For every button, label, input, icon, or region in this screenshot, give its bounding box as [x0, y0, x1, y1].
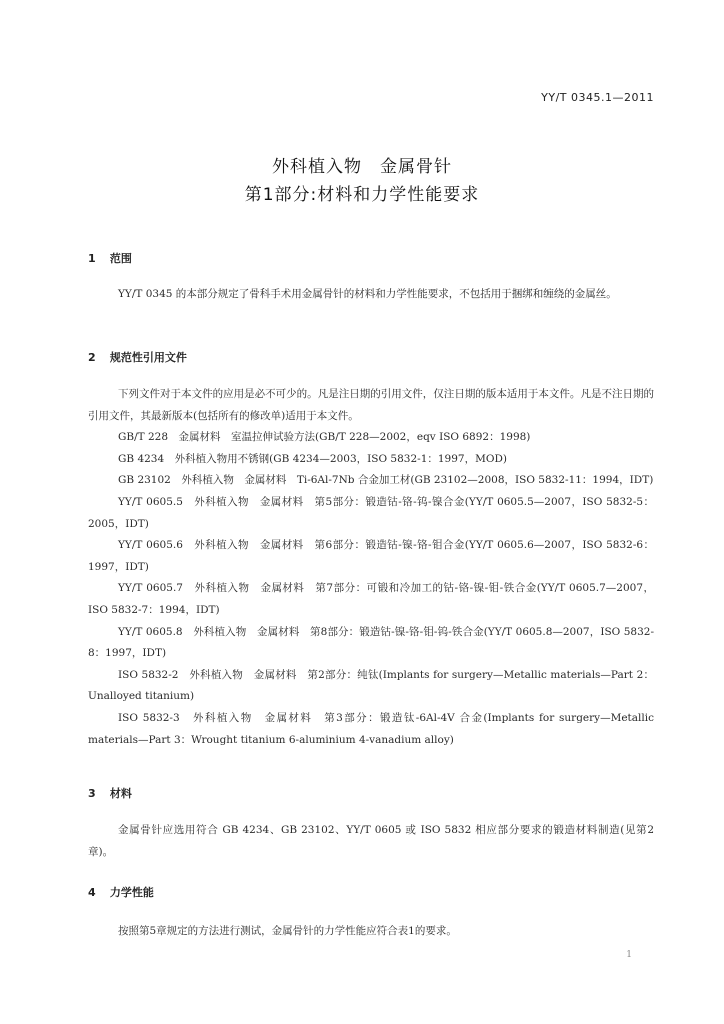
paragraph: YY/T 0345 的本部分规定了骨科手术用金属骨针的材料和力学性能要求，不包括用于捆绑和缠绕的金属丝。 — [118, 288, 617, 300]
section-title: 力学性能 — [109, 886, 154, 899]
section-number: 3 — [88, 787, 96, 800]
document-subtitle: 第1部分:材料和力学性能要求 — [244, 185, 480, 205]
section-title: 规范性引用文件 — [109, 351, 187, 364]
reference-item: YY/T 0605.8 外科植入物 金属材料 第8部分：锻造钴-镍-铬-钼-钨-铁合金(YY/T 0605.8—2007，ISO 5832-8：1997，IDT) — [88, 625, 654, 660]
section-number: 2 — [88, 351, 96, 364]
page-number: 1 — [626, 950, 632, 960]
reference-item: GB/T 228 金属材料 室温拉伸试验方法(GB/T 228—2002，eqv ISO 6892：1998) — [118, 431, 531, 444]
reference-item: YY/T 0605.5 外科植入物 金属材料 第5部分：锻造钴-铬-钨-镍合金(YY/T 0605.5—2007，ISO 5832-5：2005，IDT) — [88, 495, 654, 530]
section-number: 4 — [88, 886, 96, 899]
reference-item: ISO 5832-2 外科植入物 金属材料 第2部分：纯钛(Implants for surgery—Metallic materials—Part 2：Unalloyed titanium) — [88, 668, 654, 703]
document-title: 外科植入物 金属骨针 — [272, 157, 452, 177]
paragraph: 按照第5章规定的方法进行测试，金属骨针的力学性能应符合表1的要求。 — [118, 925, 457, 937]
section-body-scope — [88, 284, 654, 306]
standard-number: YY/T 0345.1—2011 — [541, 91, 654, 104]
reference-item: GB 23102 外科植入物 金属材料 Ti-6Al-7Nb 合金加工材(GB 23102—2008，ISO 5832-11：1994，IDT) — [118, 474, 654, 487]
section-heading-scope — [88, 250, 132, 266]
reference-item: ISO 5832-3 外科植入物 金属材料 第3部分：锻造钛-6Al-4V 合金(Implants for surgery—Metallic materials—Part 3：Wrought titanium 6-aluminium 4-vanadium alloy) — [88, 711, 654, 746]
section-body-references — [88, 384, 654, 751]
section-heading-mechanical — [88, 884, 154, 900]
section-heading-materials — [88, 785, 132, 801]
paragraph: 金属骨针应选用符合 GB 4234、GB 23102、YY/T 0605 或 ISO 5832 相应部分要求的锻造材料制造(见第2章)。 — [88, 824, 654, 858]
reference-item: YY/T 0605.6 外科植入物 金属材料 第6部分：锻造钴-镍-铬-钼合金(YY/T 0605.6—2007，ISO 5832-6：1997，IDT) — [88, 539, 654, 573]
section-body-mechanical — [88, 921, 654, 943]
section-title: 范围 — [109, 252, 132, 265]
reference-item: GB 4234 外科植入物用不锈钢(GB 4234—2003，ISO 5832-1：1997，MOD) — [118, 452, 507, 465]
section-number: 1 — [88, 252, 96, 265]
section-body-materials — [88, 820, 654, 863]
reference-item: YY/T 0605.7 外科植入物 金属材料 第7部分：可锻和冷加工的钴-铬-镍-钼-铁合金(YY/T 0605.7—2007，ISO 5832-7：1994，IDT) — [88, 582, 654, 616]
section-title: 材料 — [109, 787, 132, 800]
section-heading-references — [88, 349, 187, 365]
paragraph: 下列文件对于本文件的应用是必不可少的。凡是注日期的引用文件，仅注日期的版本适用于本文件。凡是不注日期的引用文件，其最新版本(包括所有的修改单)适用于本文件。 — [88, 388, 654, 422]
